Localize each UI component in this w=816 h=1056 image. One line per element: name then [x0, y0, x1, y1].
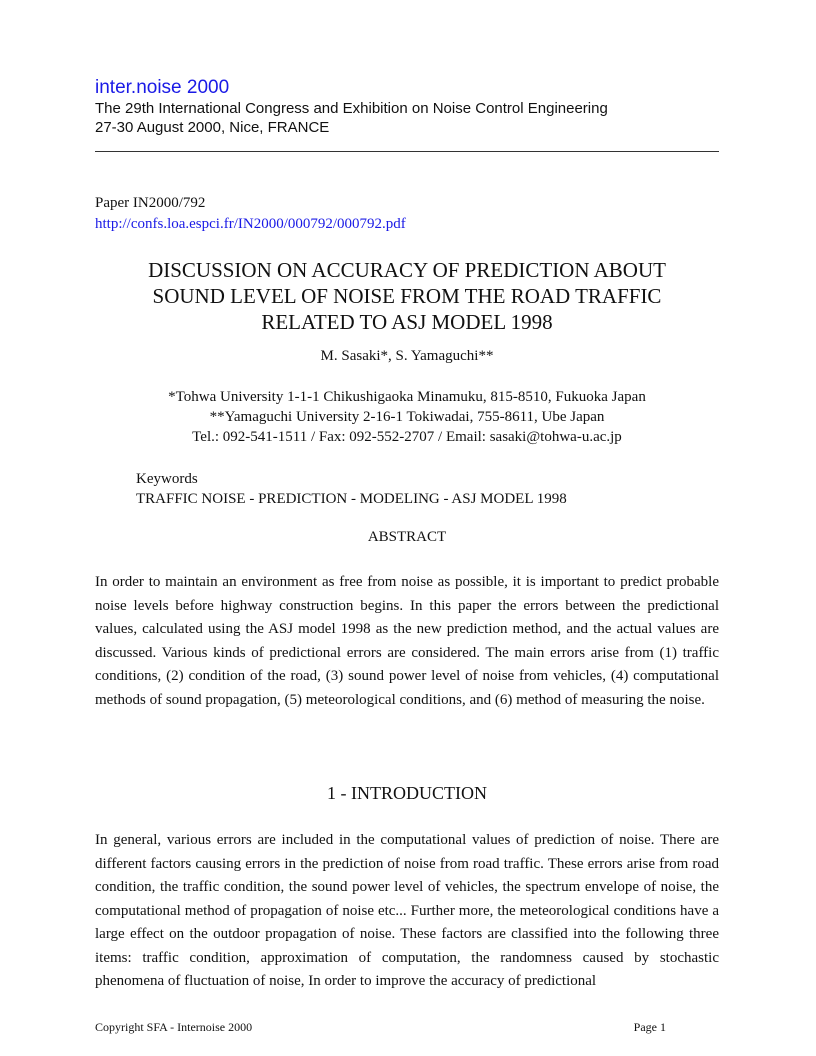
keywords-label: Keywords — [136, 471, 198, 487]
keywords-list: TRAFFIC NOISE - PREDICTION - MODELING - ASJ MODEL 1998 — [136, 491, 567, 507]
abstract-text: In order to maintain an environment as free from noise as possible, it is important to predict probable noise levels before highway construction begins. In this paper the errors between the predictional values, calculated using the ASJ model 1998 as the new prediction method, and the actual values are discussed. Various kinds of predictional errors are considered. The main errors arise from (1) traffic conditions, (2) condition of the road, (3) sound power level of noise from vehicles, (4) computational methods of sound propagation, (5) meteorological conditions, and (6) method of measuring the noise. — [95, 574, 719, 708]
abstract-heading: ABSTRACT — [367, 529, 447, 545]
affiliation: *Tohwa University 1-1-1 Chikushigaoka Minamuku, 815-8510, Fukuoka Japan — [168, 389, 646, 405]
congress-line: The 29th International Congress and Exhibition on Noise Control Engineering — [95, 100, 608, 117]
title-line: DISCUSSION ON ACCURACY OF PREDICTION ABOUT — [148, 258, 666, 282]
title-line: SOUND LEVEL OF NOISE FROM THE ROAD TRAFFIC — [152, 284, 662, 308]
conference-name: inter.noise 2000 — [95, 77, 230, 98]
date-line: 27-30 August 2000, Nice, FRANCE — [95, 119, 330, 136]
contact-line: Tel.: 092-541-1511 / Fax: 092-552-2707 / Email: sasaki@tohwa-u.ac.jp — [192, 429, 622, 445]
paper-id: Paper IN2000/792 — [95, 195, 206, 211]
footer-page-number: Page 1 — [633, 1020, 666, 1034]
introduction-text: In general, various errors are included in the computational values of prediction of noise. There are different factors causing errors in the prediction of noise from road traffic. These errors arise from road condition, the traffic condition, the sound power level of vehicles, the spectrum envelope of noise, the computational method of propagation of noise etc... Further more, the meteorological conditions have a large effect on the outdoor propagation of noise. These factors are classified into the following three items: traffic condition, approximation of computation, the randomness caused by stochastic phenomena of fluctuation of noise, In order to improve the accuracy of predictional — [95, 832, 719, 989]
header-divider — [95, 151, 719, 152]
paper-title — [95, 257, 719, 335]
affiliation: **Yamaguchi University 2-16-1 Tokiwadai, 755-8611, Ube Japan — [209, 409, 605, 425]
section-heading: 1 - INTRODUCTION — [327, 783, 487, 803]
footer-copyright: Copyright SFA - Internoise 2000 — [95, 1020, 253, 1034]
paper-url-link[interactable]: http://confs.loa.espci.fr/IN2000/000792/000792.pdf — [95, 216, 406, 232]
authors: M. Sasaki*, S. Yamaguchi** — [320, 348, 494, 364]
title-line: RELATED TO ASJ MODEL 1998 — [261, 310, 553, 334]
